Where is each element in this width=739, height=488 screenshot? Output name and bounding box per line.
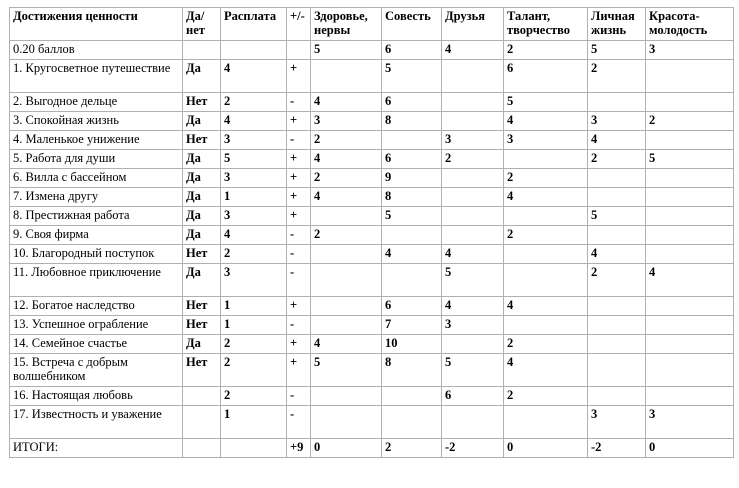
table-cell: 3 [442, 316, 504, 335]
table-cell: 2 [588, 150, 646, 169]
table-cell [646, 316, 734, 335]
table-cell: 2 [442, 150, 504, 169]
table-row [10, 297, 734, 316]
table-cell [646, 60, 734, 93]
table-cell: 4 [504, 297, 588, 316]
table-cell: 4 [504, 188, 588, 207]
row-label-cell: 2. Выгодное дельце [10, 93, 183, 112]
table-cell [442, 93, 504, 112]
table-cell: 2 [504, 335, 588, 354]
table-cell: + [287, 188, 311, 207]
table-cell [588, 93, 646, 112]
table-cell: 0 [311, 439, 382, 458]
table-cell: 2 [311, 131, 382, 150]
table-cell: 6 [382, 297, 442, 316]
table-cell [311, 60, 382, 93]
table-cell [588, 354, 646, 387]
table-cell: 4 [311, 150, 382, 169]
table-cell: Нет [183, 354, 221, 387]
table-cell [183, 406, 221, 439]
table-cell [504, 207, 588, 226]
row-label-cell: 16. Настоящая любовь [10, 387, 183, 406]
table-cell [183, 387, 221, 406]
table-cell: + [287, 169, 311, 188]
table-cell: 2 [588, 60, 646, 93]
table-cell: 4 [311, 335, 382, 354]
table-cell: 6 [504, 60, 588, 93]
table-cell: 9 [382, 169, 442, 188]
table-cell: 6 [382, 41, 442, 60]
col-header: Да/ нет [183, 8, 221, 41]
table-cell: Да [183, 207, 221, 226]
table-cell [646, 207, 734, 226]
table-cell: 3 [442, 131, 504, 150]
row-label-cell: 11. Любовное приключение [10, 264, 183, 297]
table-row [10, 439, 734, 458]
table-row [10, 41, 734, 60]
table-cell: + [287, 335, 311, 354]
table-cell [504, 316, 588, 335]
table-row [10, 387, 734, 406]
table-cell: 5 [311, 354, 382, 387]
table-cell: + [287, 297, 311, 316]
table-cell: 4 [442, 41, 504, 60]
table-cell [646, 226, 734, 245]
row-label-cell: 1. Кругосветное путешествие [10, 60, 183, 93]
col-header: Друзья [442, 8, 504, 41]
table-cell: - [287, 245, 311, 264]
table-cell: 4 [221, 112, 287, 131]
table-cell [183, 41, 221, 60]
table-cell: Да [183, 226, 221, 245]
table-cell: 3 [221, 169, 287, 188]
table-cell: - [287, 316, 311, 335]
table-cell: 3 [646, 406, 734, 439]
values-table [9, 7, 734, 458]
table-row [10, 131, 734, 150]
table-cell [382, 264, 442, 297]
table-cell: 8 [382, 188, 442, 207]
table-cell: Нет [183, 316, 221, 335]
table-cell: 4 [221, 60, 287, 93]
table-cell [311, 297, 382, 316]
table-cell: 4 [588, 131, 646, 150]
table-cell: 3 [221, 264, 287, 297]
table-cell [311, 264, 382, 297]
table-cell: Нет [183, 93, 221, 112]
table-cell: 1 [221, 406, 287, 439]
row-label-cell: 13. Успешное ограбление [10, 316, 183, 335]
table-cell: 3 [221, 131, 287, 150]
table-cell: 5 [382, 207, 442, 226]
row-label-cell: 17. Известность и уважение [10, 406, 183, 439]
table-cell: 5 [588, 207, 646, 226]
table-cell [442, 226, 504, 245]
table-cell [588, 169, 646, 188]
table-cell: 3 [311, 112, 382, 131]
table-cell: 3 [588, 112, 646, 131]
table-cell: 10 [382, 335, 442, 354]
table-cell: Нет [183, 245, 221, 264]
table-cell [588, 226, 646, 245]
row-label-cell: 10. Благородный поступок [10, 245, 183, 264]
row-label-cell: 8. Престижная работа [10, 207, 183, 226]
table-cell: 4 [646, 264, 734, 297]
row-label-cell: 6. Вилла с бассейном [10, 169, 183, 188]
table-cell [646, 297, 734, 316]
table-cell [442, 207, 504, 226]
table-cell: 1 [221, 297, 287, 316]
table-cell: 5 [588, 41, 646, 60]
col-header: Личная жизнь [588, 8, 646, 41]
table-cell: 4 [588, 245, 646, 264]
table-cell [442, 169, 504, 188]
table-cell [588, 387, 646, 406]
table-cell [442, 188, 504, 207]
table-cell [588, 316, 646, 335]
table-cell: 5 [311, 41, 382, 60]
table-cell: -2 [442, 439, 504, 458]
table-cell [287, 41, 311, 60]
table-cell: 8 [382, 112, 442, 131]
table-cell [646, 387, 734, 406]
table-cell: 4 [311, 93, 382, 112]
table-cell [442, 60, 504, 93]
table-cell: 1 [221, 316, 287, 335]
table-cell: - [287, 93, 311, 112]
table-cell: 2 [588, 264, 646, 297]
table-cell: - [287, 226, 311, 245]
table-cell: 5 [504, 93, 588, 112]
table-cell [588, 335, 646, 354]
table-cell [504, 245, 588, 264]
table-row [10, 169, 734, 188]
table-cell: 0 [504, 439, 588, 458]
table-cell: + [287, 354, 311, 387]
table-cell [382, 226, 442, 245]
table-cell: Да [183, 169, 221, 188]
table-cell [646, 335, 734, 354]
table-cell: 4 [382, 245, 442, 264]
col-header: +/- [287, 8, 311, 41]
row-label-cell: 15. Встреча с добрым волшебником [10, 354, 183, 387]
table-cell [382, 131, 442, 150]
table-cell: 2 [504, 169, 588, 188]
table-row [10, 60, 734, 93]
table-cell: 3 [221, 207, 287, 226]
table-cell: 2 [221, 354, 287, 387]
table-cell: 0 [646, 439, 734, 458]
table-cell [646, 169, 734, 188]
table-cell: + [287, 60, 311, 93]
table-cell [646, 131, 734, 150]
table-cell: 5 [221, 150, 287, 169]
table-cell: 2 [221, 245, 287, 264]
table-cell [504, 406, 588, 439]
table-cell: - [287, 406, 311, 439]
table-cell [442, 406, 504, 439]
table-cell: + [287, 207, 311, 226]
table-cell: 4 [504, 112, 588, 131]
table-cell: 5 [442, 264, 504, 297]
table-cell: 2 [221, 93, 287, 112]
table-cell: 2 [504, 387, 588, 406]
row-label-cell: 0.20 баллов [10, 41, 183, 60]
table-cell: 2 [504, 226, 588, 245]
table-cell [311, 207, 382, 226]
col-header: Красота-молодость [646, 8, 734, 41]
table-cell [646, 93, 734, 112]
table-cell [221, 439, 287, 458]
table-row [10, 264, 734, 297]
table-row [10, 150, 734, 169]
table-cell [442, 112, 504, 131]
table-cell: 5 [646, 150, 734, 169]
table-cell [311, 316, 382, 335]
col-header: Талант, творчество [504, 8, 588, 41]
table-cell [646, 354, 734, 387]
table-cell: 3 [646, 41, 734, 60]
table-cell [588, 188, 646, 207]
table-cell: + [287, 150, 311, 169]
table-cell: 7 [382, 316, 442, 335]
table-cell: +9 [287, 439, 311, 458]
table-cell: 4 [442, 245, 504, 264]
table-cell: 2 [646, 112, 734, 131]
table-cell [221, 41, 287, 60]
table-row [10, 406, 734, 439]
table-row [10, 112, 734, 131]
header-row [10, 8, 734, 41]
table-row [10, 335, 734, 354]
table-cell: 5 [442, 354, 504, 387]
table-cell: 5 [382, 60, 442, 93]
table-cell: Да [183, 60, 221, 93]
col-header: Достижения ценности [10, 8, 183, 41]
table-cell: 3 [504, 131, 588, 150]
table-row [10, 188, 734, 207]
table-cell: Да [183, 335, 221, 354]
table-row [10, 226, 734, 245]
row-label-cell: 9. Своя фирма [10, 226, 183, 245]
table-cell: - [287, 131, 311, 150]
table-cell: Нет [183, 297, 221, 316]
table-cell: 1 [221, 188, 287, 207]
row-label-cell: 12. Богатое наследство [10, 297, 183, 316]
table-cell: Да [183, 150, 221, 169]
table-cell: Да [183, 264, 221, 297]
table-cell: 6 [442, 387, 504, 406]
table-cell: 2 [382, 439, 442, 458]
table-cell: 6 [382, 93, 442, 112]
col-header: Совесть [382, 8, 442, 41]
table-cell: 3 [588, 406, 646, 439]
table-row [10, 245, 734, 264]
row-label-cell: 4. Маленькое унижение [10, 131, 183, 150]
table-row [10, 316, 734, 335]
table-cell: - [287, 387, 311, 406]
col-header: Здоровье, нервы [311, 8, 382, 41]
table-row [10, 207, 734, 226]
table-cell: 2 [311, 169, 382, 188]
table-cell [646, 188, 734, 207]
table-cell [504, 264, 588, 297]
table-row [10, 354, 734, 387]
table-cell: 8 [382, 354, 442, 387]
col-header: Расплата [221, 8, 287, 41]
table-cell [311, 245, 382, 264]
row-label-cell: ИТОГИ: [10, 439, 183, 458]
row-label-cell: 14. Семейное счастье [10, 335, 183, 354]
table-cell: 4 [221, 226, 287, 245]
table-cell [646, 245, 734, 264]
table-row [10, 93, 734, 112]
table-cell: 6 [382, 150, 442, 169]
table-cell: + [287, 112, 311, 131]
table-cell [183, 439, 221, 458]
table-cell: 4 [311, 188, 382, 207]
table-cell: Нет [183, 131, 221, 150]
table-cell [382, 387, 442, 406]
table-cell [442, 335, 504, 354]
table-cell: Да [183, 112, 221, 131]
row-label-cell: 3. Спокойная жизнь [10, 112, 183, 131]
table-cell: 4 [442, 297, 504, 316]
table-cell: 2 [504, 41, 588, 60]
table-cell [588, 297, 646, 316]
table-cell: -2 [588, 439, 646, 458]
table-cell [382, 406, 442, 439]
table-cell: - [287, 264, 311, 297]
table-cell [504, 150, 588, 169]
table-cell: 4 [504, 354, 588, 387]
row-label-cell: 7. Измена другу [10, 188, 183, 207]
table-cell: 2 [221, 335, 287, 354]
table-cell: 2 [221, 387, 287, 406]
row-label-cell: 5. Работа для души [10, 150, 183, 169]
table-cell: Да [183, 188, 221, 207]
table-cell [311, 406, 382, 439]
table-cell: 2 [311, 226, 382, 245]
table-cell [311, 387, 382, 406]
